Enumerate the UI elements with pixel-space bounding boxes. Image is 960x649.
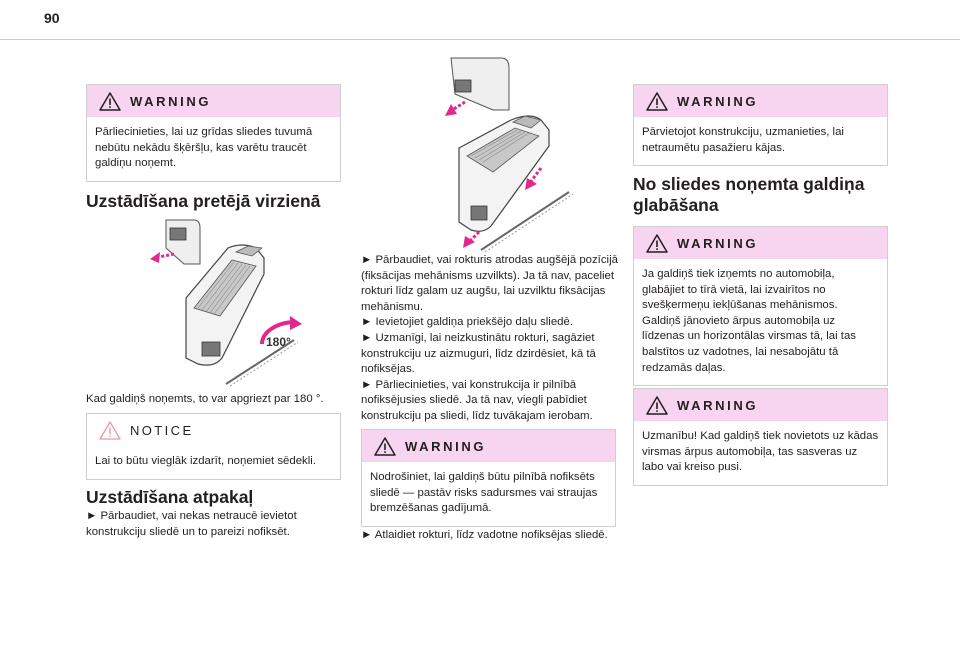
- notice-text: Lai to būtu vieglāk izdarīt, noņemiet sēdekli.: [95, 455, 316, 467]
- instruction-step: ► Atlaidiet rokturi, līdz vadotne nofiksējas sliedē.: [361, 529, 608, 541]
- instruction-step: ► Uzmanīgi, lai neizkustinātu rokturi, sagāziet konstrukciju uz aizmuguri, līdz dzirdēsiet, kā tā nofiksējas.: [361, 331, 596, 376]
- warning-title: WARNING: [677, 235, 759, 251]
- warning-triangle-icon: [374, 437, 396, 456]
- notice-triangle-icon: [99, 421, 121, 440]
- table-install-illustration: [441, 56, 621, 252]
- notice-header: [87, 414, 340, 446]
- notice-title: NOTICE: [130, 422, 194, 438]
- instruction-step: ► Pārliecinieties, vai konstrukcija ir pilnībā nofiksējusies sliedē. Ja tā nav, viegli pabīdiet konstrukciju pa sliedi, līdz tuvākajam ierobam.: [361, 378, 593, 422]
- warning-triangle-icon: [646, 396, 668, 415]
- warning-box: [633, 84, 888, 166]
- instruction-steps: [361, 253, 623, 425]
- warning-box: [633, 226, 888, 386]
- warning-title: WARNING: [677, 397, 759, 413]
- notice-box: [86, 413, 341, 480]
- warning-text: Nodrošiniet, lai galdiņš būtu pilnībā nofiksēts sliedē — pastāv risks sadursmes vai straujas bremzēšanas gadījumā.: [370, 471, 598, 515]
- instruction-step: ► Ievietojiet galdiņa priekšējo daļu sliedē.: [361, 316, 574, 329]
- warning-header: [634, 85, 887, 117]
- rotation-caption: Kad galdiņš noņemts, to var apgriezt par 180 °.: [86, 393, 324, 405]
- warning-header: [362, 430, 615, 462]
- table-rotation-illustration: [144, 218, 354, 388]
- warning-triangle-icon: [646, 234, 668, 253]
- warning-title: WARNING: [405, 438, 487, 454]
- warning-text: Uzmanību! Kad galdiņš tiek novietots uz kādas virsmas ārpus automobiļa, tas sasveras uz labo vai kreiso pusi.: [642, 430, 879, 474]
- warning-text: Pārliecinieties, lai uz grīdas sliedes tuvumā nebūtu nekādu šķēršļu, kas varētu traucēt galdiņu noņemt.: [95, 126, 313, 170]
- warning-text: Pārvietojot konstrukciju, uzmanieties, lai netraumētu pasažieru kājas.: [642, 126, 844, 154]
- warning-box: [633, 388, 888, 486]
- instruction-step: ► Pārbaudiet, vai rokturis atrodas augšējā pozīcijā (fiksācijas mehānisms uzvilkts). Ja tā nav, paceliet rokturi līdz galam uz augšu, lai uzvilktu fiksācijas mehānismu.: [361, 254, 618, 313]
- warning-triangle-icon: [99, 92, 121, 111]
- warning-header: [87, 85, 340, 117]
- instruction-step: ► Pārbaudiet, vai nekas netraucē ievietot konstrukciju sliedē un to pareizi nofiksēt.: [86, 510, 297, 538]
- section-heading: Uzstādīšana atpakaļ: [86, 487, 254, 507]
- page-number: 90: [44, 10, 60, 26]
- section-heading: Uzstādīšana pretējā virzienā: [86, 191, 321, 211]
- warning-header: [634, 389, 887, 421]
- warning-triangle-icon: [646, 92, 668, 111]
- warning-box: [86, 84, 341, 182]
- section-heading: No sliedes noņemta galdiņa glabāšana: [633, 174, 865, 215]
- rotation-label: 180°: [266, 335, 291, 349]
- warning-title: WARNING: [130, 93, 212, 109]
- warning-text: Ja galdiņš tiek izņemts no automobiļa, glabājiet to tīrā vietā, lai izvairītos no svešķermeņu iekļūšanas mehānismos. Galdiņš jānovieto ārpus automobiļa uz līdzenas un horizontālas virsmas tā, lai tas balstītos uz vadotnes, lai nesabojātu tā redzamās daļas.: [642, 268, 856, 374]
- warning-box: [361, 429, 616, 527]
- warning-title: WARNING: [677, 93, 759, 109]
- header-rule: [0, 39, 960, 40]
- warning-header: [634, 227, 887, 259]
